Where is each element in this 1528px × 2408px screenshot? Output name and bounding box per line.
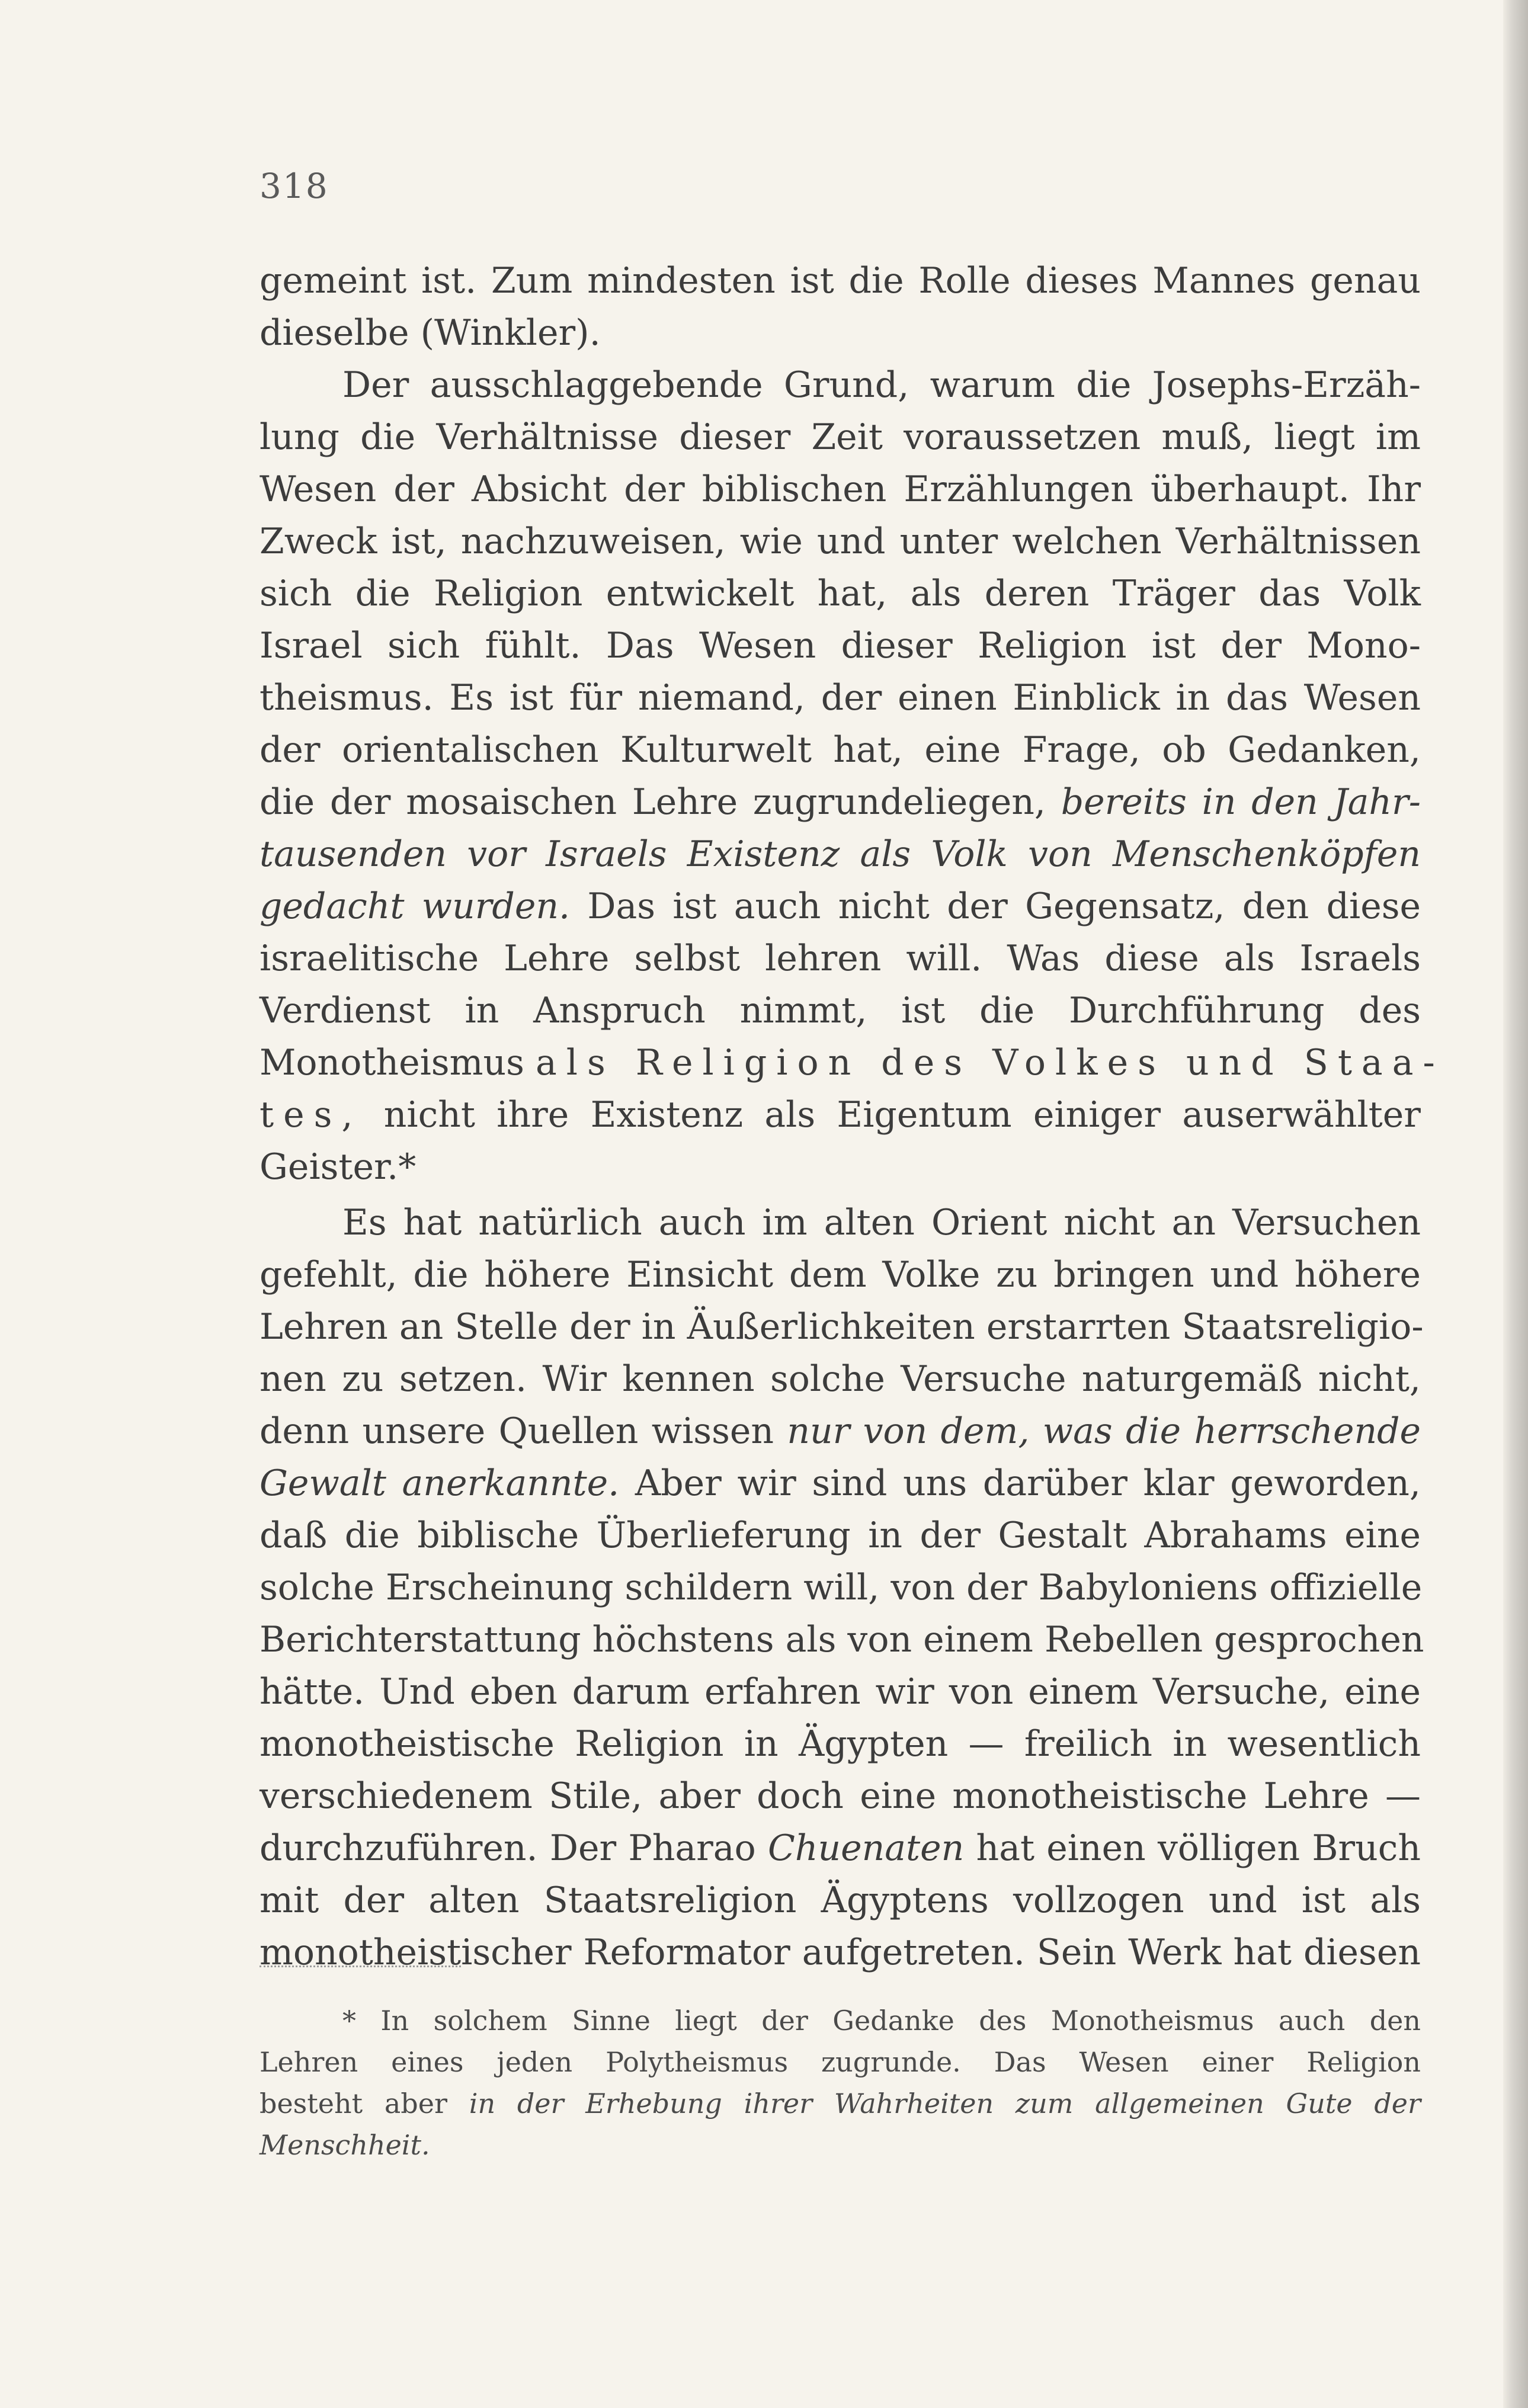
text-segment: nicht ihre Existenz als Eigentum einiger auserwählter bbox=[383, 1094, 1421, 1136]
text-line: monotheistischer Reformator aufgetreten. Sein Werk hat diesen bbox=[260, 1932, 1421, 1973]
text-line: hätte. Und eben darum erfahren wir von einem Versuche, eine bbox=[260, 1671, 1421, 1713]
text-line: sich die Religion entwickelt hat, als deren Träger das Volk bbox=[260, 573, 1421, 614]
text-line: solche Erscheinung schildern will, von der Babyloniens offizielle bbox=[260, 1567, 1423, 1608]
footnote-line: * In solchem Sinne liegt der Gedanke des Monotheismus auch den bbox=[342, 2005, 1421, 2037]
text-line: Wesen der Absicht der biblischen Erzählungen überhaupt. Ihr bbox=[260, 469, 1421, 510]
italic-emphasis: Chuenaten bbox=[767, 1827, 965, 1869]
text-line: der orientalischen Kulturwelt hat, eine Frage, ob Gedanken, bbox=[260, 729, 1421, 771]
text-segment: Monotheismus bbox=[260, 1042, 524, 1083]
text-segment: besteht aber bbox=[260, 2088, 447, 2120]
footnote-line bbox=[260, 2083, 1421, 2124]
italic-emphasis: nur von dem, was die herrschende bbox=[787, 1410, 1421, 1452]
text-segment: Das ist auch nicht der Gegensatz, den diese bbox=[587, 886, 1421, 927]
body-text bbox=[260, 255, 1444, 1979]
italic-emphasis-line: tausenden vor Israels Existenz als Volk von Menschenköpfen bbox=[260, 833, 1421, 875]
text-line: Geister.* bbox=[260, 1146, 417, 1188]
italic-emphasis: Gewalt anerkannte. bbox=[260, 1463, 620, 1504]
text-line bbox=[260, 1822, 1421, 1874]
text-segment: die der mosaischen Lehre zugrundeliegen, bbox=[260, 781, 1046, 823]
text-line bbox=[260, 776, 1421, 828]
text-line: Israel sich fühlt. Das Wesen dieser Religion ist der Mono- bbox=[260, 625, 1421, 666]
text-line: gemeint ist. Zum mindesten ist die Rolle dieses Mannes genau bbox=[260, 260, 1421, 302]
text-segment: Aber wir sind uns darüber klar geworden, bbox=[635, 1463, 1421, 1504]
text-segment: denn unsere Quellen wissen bbox=[260, 1410, 774, 1452]
text-line: Verdienst in Anspruch nimmt, ist die Durchführung des bbox=[260, 990, 1421, 1031]
text-segment: durchzuführen. Der Pharao bbox=[260, 1827, 756, 1869]
spaced-emphasis: tes, bbox=[260, 1094, 363, 1136]
text-line bbox=[260, 1089, 1421, 1141]
page-number: 318 bbox=[260, 166, 329, 206]
footnote-divider bbox=[260, 1965, 461, 1967]
text-line: nen zu setzen. Wir kennen solche Versuche naturgemäß nicht, bbox=[260, 1358, 1421, 1400]
italic-emphasis: in der Erhebung ihrer Wahrheiten zum allgemeinen Gute der bbox=[469, 2088, 1421, 2120]
text-line: Berichterstattung höchstens als von einem Rebellen gesprochen bbox=[260, 1619, 1424, 1660]
footnote-italic-line: Menschheit. bbox=[260, 2129, 430, 2161]
italic-emphasis: bereits in den Jahr- bbox=[1061, 781, 1421, 823]
text-line: verschiedenem Stile, aber doch eine monotheistische Lehre — bbox=[260, 1775, 1421, 1817]
text-line: daß die biblische Überlieferung in der Gestalt Abrahams eine bbox=[260, 1515, 1421, 1556]
spaced-emphasis: als Religion des Volkes und Staa- bbox=[535, 1042, 1444, 1083]
text-line: Zweck ist, nachzuweisen, wie und unter welchen Verhältnissen bbox=[260, 521, 1421, 562]
text-segment: hat einen völligen Bruch bbox=[976, 1827, 1421, 1869]
text-line: Lehren an Stelle der in Äußerlichkeiten erstarrten Staatsreligio- bbox=[260, 1306, 1424, 1348]
footnote bbox=[260, 2000, 1421, 2166]
text-line: lung die Verhältnisse dieser Zeit voraussetzen muß, liegt im bbox=[260, 416, 1421, 458]
text-line: gefehlt, die höhere Einsicht dem Volke zu bringen und höhere bbox=[260, 1254, 1421, 1296]
footnote-line: Lehren eines jeden Polytheismus zugrunde. Das Wesen einer Religion bbox=[260, 2046, 1421, 2078]
text-line bbox=[260, 880, 1421, 932]
text-line: israelitische Lehre selbst lehren will. Was diese als Israels bbox=[260, 938, 1421, 979]
text-line bbox=[260, 1457, 1421, 1509]
italic-emphasis: gedacht wurden. bbox=[260, 886, 571, 927]
paragraph-start-line: Es hat natürlich auch im alten Orient nicht an Versuchen bbox=[342, 1202, 1421, 1243]
text-line: monotheistische Religion in Ägypten — freilich in wesentlich bbox=[260, 1723, 1421, 1765]
paragraph-start-line: Der ausschlaggebende Grund, warum die Josephs-Erzäh- bbox=[342, 364, 1421, 406]
text-line bbox=[260, 1405, 1421, 1457]
text-line: dieselbe (Winkler). bbox=[260, 312, 601, 354]
text-line: mit der alten Staatsreligion Ägyptens vollzogen und ist als bbox=[260, 1880, 1421, 1921]
text-line bbox=[260, 1037, 1444, 1089]
text-line: theismus. Es ist für niemand, der einen Einblick in das Wesen bbox=[260, 677, 1421, 719]
page-edge-shadow bbox=[1503, 0, 1528, 2408]
